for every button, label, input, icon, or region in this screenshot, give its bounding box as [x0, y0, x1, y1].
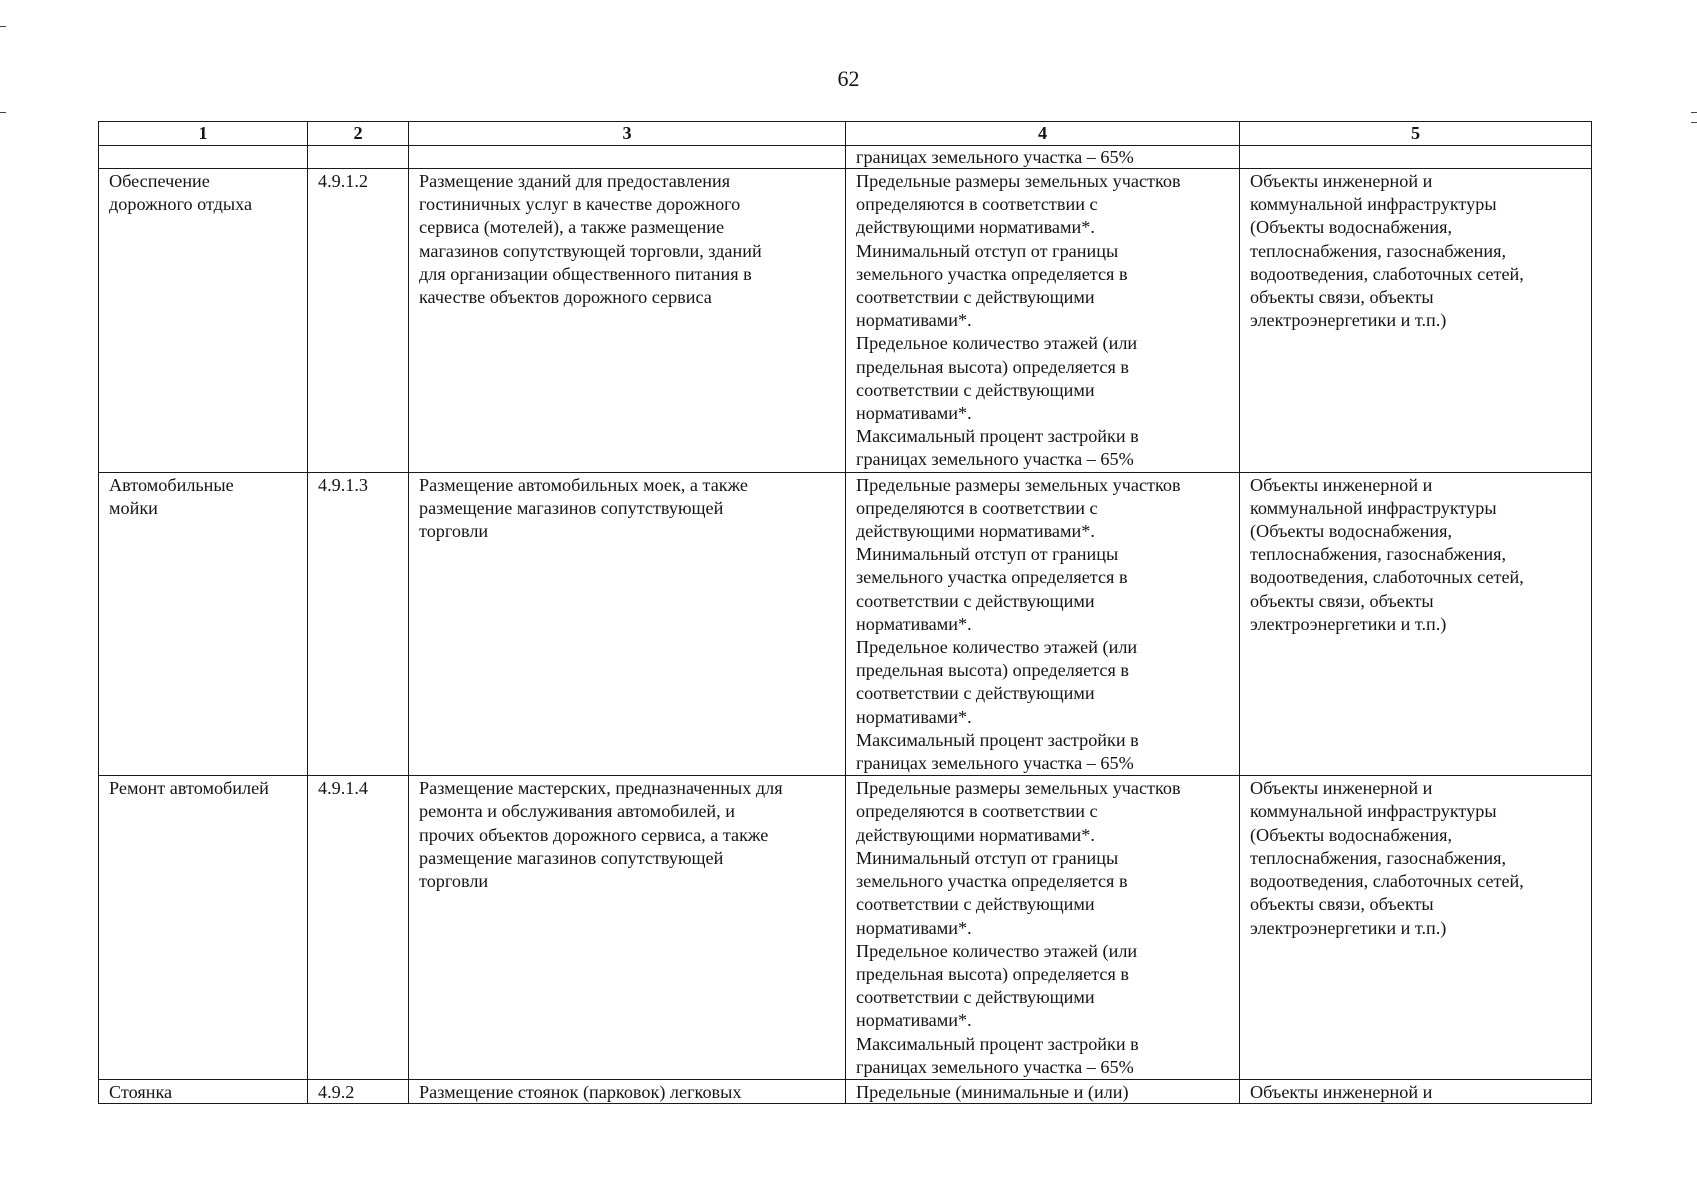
use-description-cell: Размещение мастерских, предназначенных для ремонта и обслуживания автомобилей, и прочих объектов дорожного сервиса, а также размещение магазинов сопутствующей торговли — [409, 776, 846, 1080]
table-row — [99, 472, 1592, 776]
accessory-uses-cell: Объекты инженерной и коммунальной инфраструктуры (Объекты водоснабжения, теплоснабжения, газоснабжения, водоотведения, слаботочных сетей, объекты связи, объекты электроэнергетики и т.п.) — [1240, 776, 1592, 1080]
accessory-uses-cell: Объекты инженерной и коммунальной инфраструктуры (Объекты водоснабжения, теплоснабжения, газоснабжения, водоотведения, слаботочных сетей, объекты связи, объекты электроэнергетики и т.п.) — [1240, 169, 1592, 473]
accessory-uses-cell: Объекты инженерной и коммунальной инфраструктуры (Объекты водоснабжения, теплоснабжения, газоснабжения, водоотведения, слаботочных сетей, объекты связи, объекты электроэнергетики и т.п.) — [1240, 472, 1592, 776]
column-header: 1 — [99, 122, 308, 146]
scan-edge-mark — [0, 26, 6, 27]
scan-edge-mark — [1691, 122, 1697, 123]
use-code-cell: 4.9.1.2 — [308, 169, 409, 473]
column-header: 2 — [308, 122, 409, 146]
scan-edge-mark — [0, 112, 6, 113]
use-name-cell: Стоянка — [99, 1079, 308, 1103]
scan-edge-mark — [1691, 112, 1697, 113]
table-row — [99, 776, 1592, 1080]
table-header-row — [99, 122, 1592, 146]
table-cell — [1240, 146, 1592, 169]
parameters-cell: Предельные размеры земельных участков определяются в соответствии с действующими нормативами*. Минимальный отступ от границы земельного участка определяется в соответствии с действующими нормативами*. Предельное количество этажей (или предельная высота) определяется в соответствии с действующими нормативами*. Максимальный процент застройки в границах земельного участка – 65% — [846, 169, 1240, 473]
use-name-cell: Автомобильные мойки — [99, 472, 308, 776]
land-use-table — [98, 121, 1592, 1104]
use-code-cell: 4.9.1.3 — [308, 472, 409, 776]
parameters-cell: Предельные размеры земельных участков определяются в соответствии с действующими нормативами*. Минимальный отступ от границы земельного участка определяется в соответствии с действующими нормативами*. Предельное количество этажей (или предельная высота) определяется в соответствии с действующими нормативами*. Максимальный процент застройки в границах земельного участка – 65% — [846, 472, 1240, 776]
parameters-cell: Предельные (минимальные и (или) — [846, 1079, 1240, 1103]
continuation-row — [99, 146, 1592, 169]
use-description-cell: Размещение автомобильных моек, а также размещение магазинов сопутствующей торговли — [409, 472, 846, 776]
table-cell — [409, 146, 846, 169]
table-row — [99, 1079, 1592, 1103]
use-name-cell: Обеспечение дорожного отдыха — [99, 169, 308, 473]
use-name-cell: Ремонт автомобилей — [99, 776, 308, 1080]
use-description-cell: Размещение зданий для предоставления гостиничных услуг в качестве дорожного сервиса (мотелей), а также размещение магазинов сопутствующей торговли, зданий для организации общественного питания в качестве объектов дорожного сервиса — [409, 169, 846, 473]
table-cell — [308, 146, 409, 169]
page-number: 62 — [837, 66, 860, 91]
use-description-cell: Размещение стоянок (парковок) легковых — [409, 1079, 846, 1103]
column-header: 4 — [846, 122, 1240, 146]
accessory-uses-cell: Объекты инженерной и — [1240, 1079, 1592, 1103]
column-header: 5 — [1240, 122, 1592, 146]
table-row — [99, 169, 1592, 473]
use-code-cell: 4.9.1.4 — [308, 776, 409, 1080]
column-header: 3 — [409, 122, 846, 146]
parameters-cell: Предельные размеры земельных участков определяются в соответствии с действующими нормативами*. Минимальный отступ от границы земельного участка определяется в соответствии с действующими нормативами*. Предельное количество этажей (или предельная высота) определяется в соответствии с действующими нормативами*. Максимальный процент застройки в границах земельного участка – 65% — [846, 776, 1240, 1080]
table-cell: границах земельного участка – 65% — [846, 146, 1240, 169]
table-cell — [99, 146, 308, 169]
use-code-cell: 4.9.2 — [308, 1079, 409, 1103]
